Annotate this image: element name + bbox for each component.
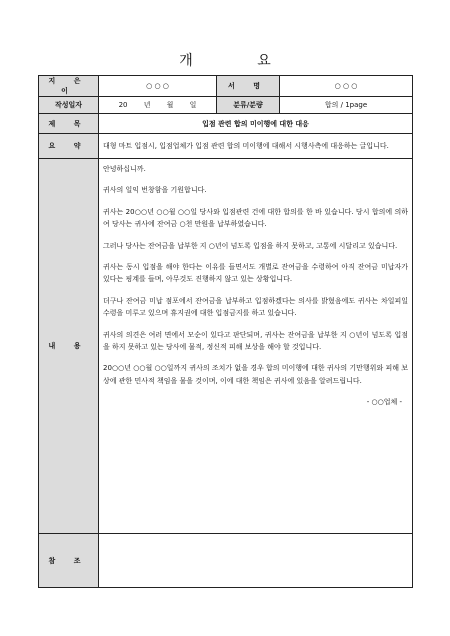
content-paragraph: 귀사는 20○○년 ○○월 ○○일 당사와 입점관련 건에 대한 합의를 한 바 있습니다. 당시 합의에 의하여 당사는 귀사에 잔여금 ○천 만원을 납부하였습니다. [103,207,408,229]
summary-label: 요 약 [39,134,99,159]
document-title: 개 요 [179,53,301,69]
content-paragraph: 귀사의 일익 번창함을 기원합니다. [103,186,207,195]
reference-value [99,534,413,588]
subject-label: 제 목 [39,114,99,134]
author-value: ○ ○ ○ [99,76,217,97]
content-label: 내 용 [39,159,99,534]
reference-label: 참 조 [39,534,99,588]
date-label: 작성일자 [39,97,99,114]
summary-value: 대형 마트 입점시, 입점업체가 입점 관련 합의 미이행에 대해서 시행사측에 대응하는 글입니다. [99,134,413,159]
content-paragraph: 안녕하십니까. [103,165,146,173]
summary-form-table [38,75,413,588]
content-paragraph: 귀사는 동시 입점을 해야 한다는 이유를 들면서도 개별로 잔여금을 수령하여 아직 잔여금 미납자가 있다는 핑계를 들며, 아무것도 진행하지 않고 있는 상황입니다. [103,263,408,284]
subject-value: 입점 관련 합의 미이행에 대한 대응 [99,114,413,134]
date-value: 20 년 월 일 [99,97,217,114]
category-value: 합의 / 1page [280,97,413,114]
category-label: 분류/분량 [217,97,280,114]
content-paragraph: 귀사의 의견은 여러 면에서 모순이 있다고 판단되며, 귀사는 잔여금을 납부한 지 ○년이 넘도록 입점을 하지 못하고 있는 당사에 물적, 정신적 피해 보상을 해야 할 것입니다. [103,330,408,352]
content-paragraph: 더구나 잔여금 미납 점포에서 잔여금을 납부하고 입점하겠다는 의사를 밝혔음에도 귀사는 차일피일 수령을 미루고 있으며 휴지권에 대한 입점금지를 하고 있습니다. [103,296,408,318]
author-label: 지 은 이 [39,76,99,97]
content-paragraph: 20○○년 ○○월 ○○일까지 귀사의 조치가 없을 경우 합의 미이행에 대한 귀사의 기만행위와 피해 보상에 관한 민사적 책임을 물을 것이며, 이에 대한 책임은 귀사에 있음을 알려드립니다. [103,364,408,385]
content-body [99,159,413,534]
content-paragraph: 그러나 당사는 잔여금을 납부한 지 ○년이 넘도록 입점을 하지 못하고, 고통에 시달리고 있습니다. [103,241,398,250]
content-signature: - ○○업체 - [366,398,402,407]
signature-value: ○ ○ ○ [280,76,413,97]
signature-label: 서 명 [217,76,280,97]
